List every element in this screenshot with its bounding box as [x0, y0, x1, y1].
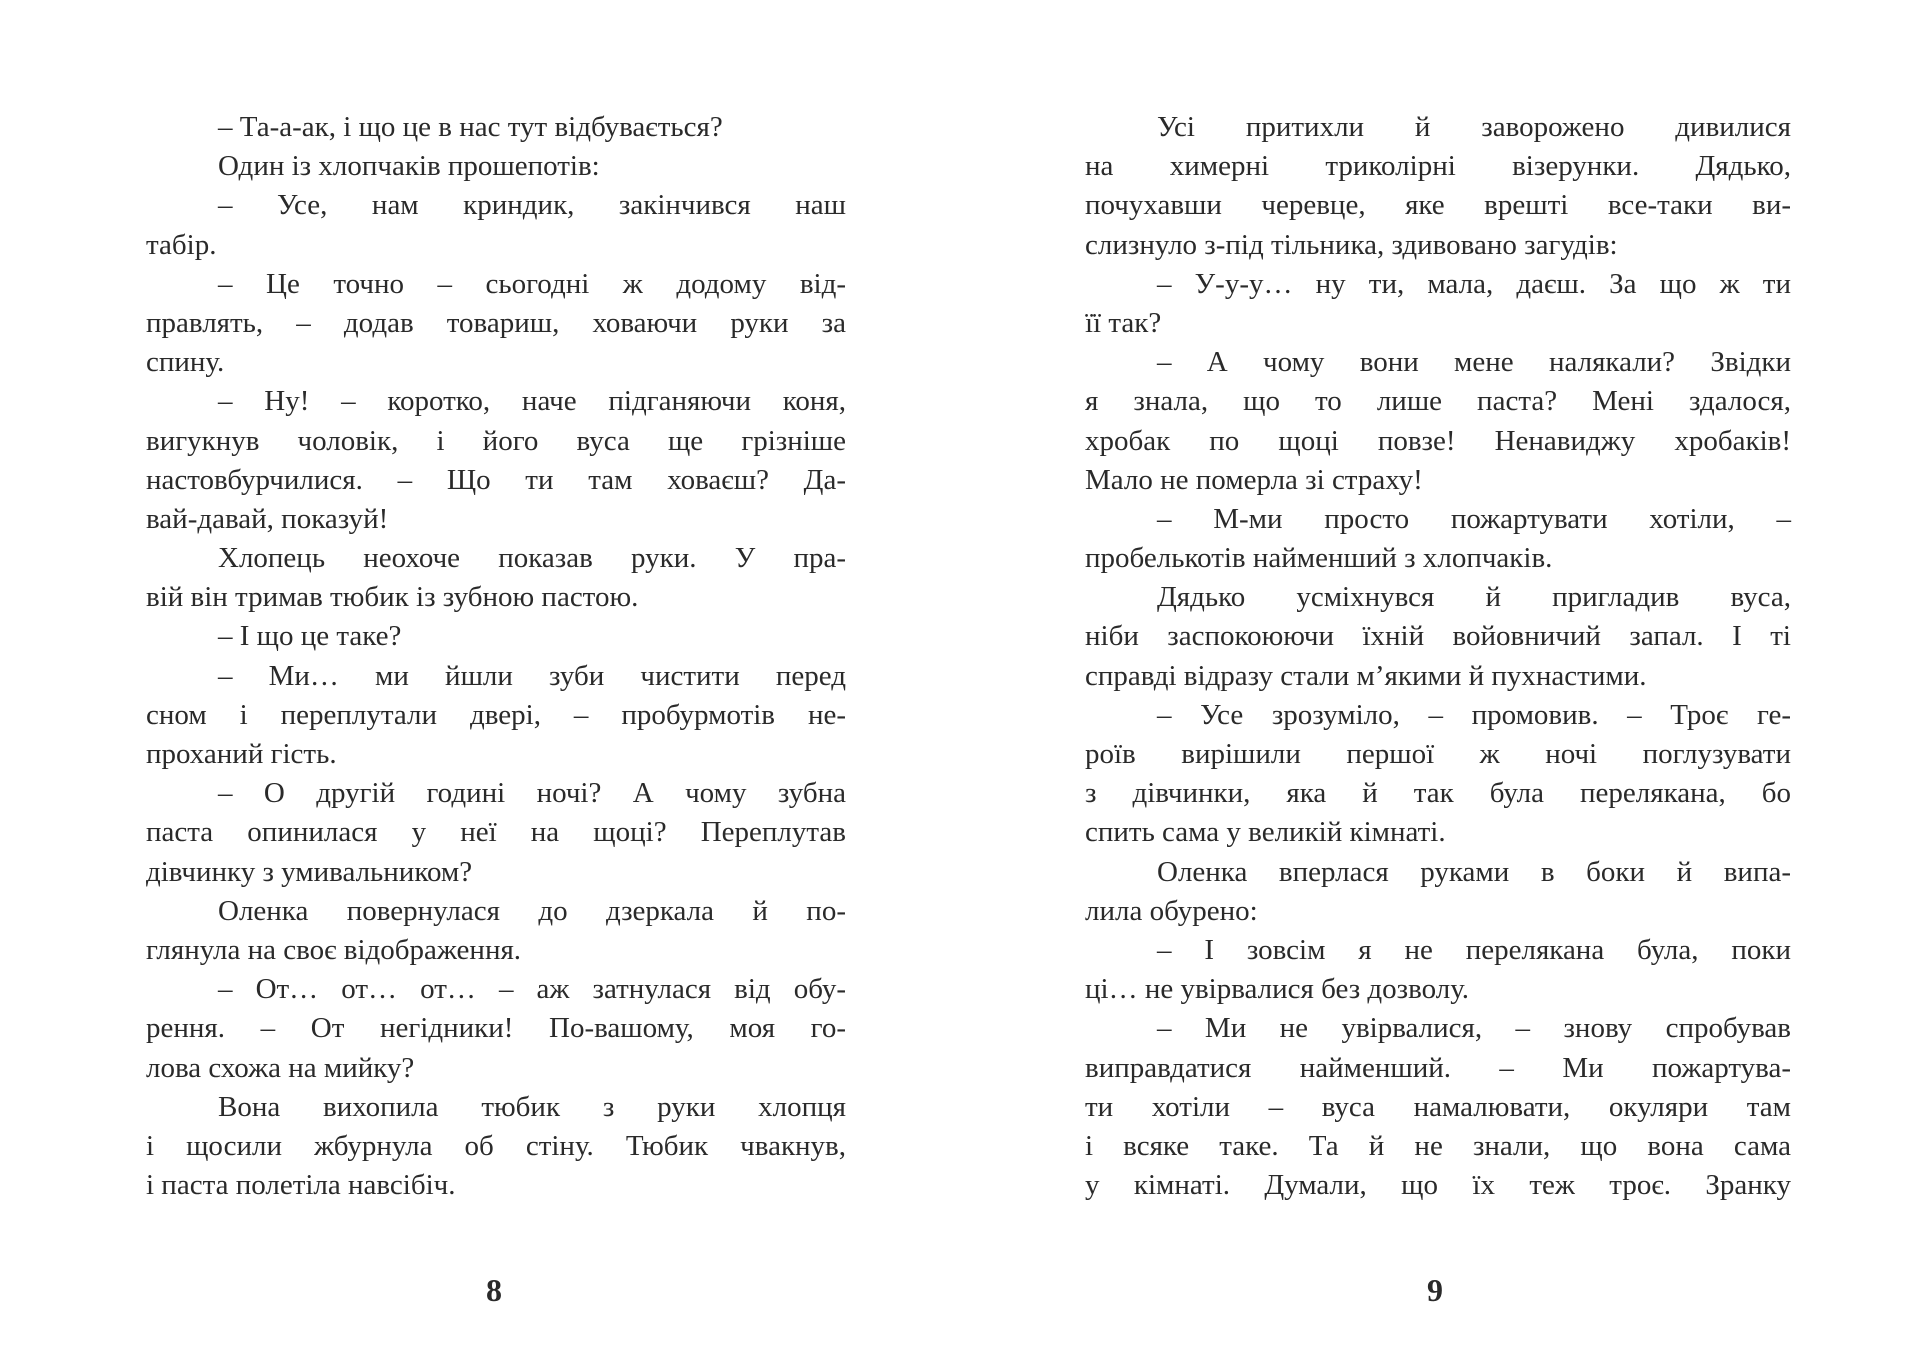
text-line: паста опинилася у неї на щоці? Переплутав: [146, 816, 846, 849]
text-line: сном і переплутали двері, – пробурмотів не-: [146, 698, 846, 731]
text-line: ти хотіли – вуса намалювати, окуляри там: [1085, 1090, 1791, 1123]
left-page-text: [146, 108, 846, 1205]
text-line: ці… не увірвалися без дозволу.: [1085, 973, 1470, 1006]
text-line: – І зовсім я не перелякана була, поки: [1157, 933, 1791, 966]
text-line: Оленка вперлася руками в боки й випа-: [1157, 855, 1791, 888]
text-line: почухавши черевце, яке врешті все-таки ви-: [1085, 189, 1791, 222]
text-line: її так?: [1085, 306, 1162, 339]
text-line: Один із хлопчаків прошепотів:: [218, 150, 600, 183]
text-line: спить сама у великій кімнаті.: [1085, 816, 1446, 849]
text-line: Оленка повернулася до дзеркала й по-: [218, 894, 846, 927]
text-line: – М-ми просто пожартувати хотіли, –: [1157, 502, 1791, 535]
text-line: і паста полетіла навсібіч.: [146, 1169, 456, 1202]
text-line: вай-давай, показуй!: [146, 502, 389, 535]
text-line: табір.: [146, 228, 217, 261]
page-number-right: 9: [1427, 1272, 1443, 1308]
text-line: – О другій годині ночі? А чому зубна: [218, 777, 846, 810]
text-line: виправдатися найменший. – Ми пожартува-: [1085, 1051, 1791, 1084]
text-line: – От… от… от… – аж затнулася від обу-: [218, 973, 846, 1006]
text-line: і всяке таке. Та й не знали, що вона сама: [1085, 1129, 1791, 1162]
text-line: – І що це таке?: [218, 620, 402, 653]
text-line: і щосили жбурнула об стіну. Тюбик чвакнув,: [146, 1129, 846, 1162]
text-line: – Ми… ми йшли зуби чистити перед: [218, 659, 846, 692]
text-line: з дівчинки, яка й так була перелякана, бо: [1085, 777, 1791, 810]
text-line: у кімнаті. Думали, що їх теж троє. Зранку: [1085, 1169, 1791, 1202]
text-line: – У-у-у… ну ти, мала, даєш. За що ж ти: [1157, 267, 1791, 300]
text-line: дівчинку з умивальником?: [146, 855, 473, 888]
right-page-text: [1085, 108, 1791, 1205]
text-line: хробак по щоці повзе! Ненавиджу хробаків!: [1085, 424, 1791, 457]
text-line: вій він тримав тюбик із зубною пастою.: [146, 581, 639, 614]
text-line: – А чому вони мене налякали? Звідки: [1157, 346, 1791, 379]
text-line: Хлопець неохоче показав руки. У пра-: [218, 542, 846, 575]
text-line: правлять, – додав товариш, ховаючи руки за: [146, 306, 846, 339]
text-line: я знала, що то лише паста? Мені здалося,: [1085, 385, 1791, 418]
text-line: – Це точно – сьогодні ж додому від-: [218, 267, 846, 300]
text-line: лова схожа на мийку?: [146, 1051, 415, 1084]
text-line: – Та-а-ак, і що це в нас тут відбувається?: [218, 111, 723, 143]
text-line: – Ну! – коротко, наче підганяючи коня,: [218, 385, 846, 418]
text-line: – Ми не увірвалися, – знову спробував: [1157, 1012, 1791, 1045]
text-line: спину.: [146, 346, 225, 379]
text-line: лила обурено:: [1085, 894, 1258, 927]
text-line: – Усе зрозуміло, – промовив. – Троє ге-: [1157, 698, 1791, 731]
text-line: – Усе, нам криндик, закінчився наш: [218, 189, 846, 222]
text-line: Мало не померла зі страху!: [1085, 463, 1423, 496]
text-line: вигукнув чоловік, і його вуса ще грізніше: [146, 424, 846, 457]
text-line: роїв вирішили першої ж ночі поглузувати: [1085, 738, 1791, 770]
page-number-left: 8: [486, 1272, 502, 1308]
text-line: глянула на своє відображення.: [146, 933, 522, 966]
text-line: справді відразу стали м’якими й пухнастими.: [1085, 659, 1647, 692]
text-line: Вона вихопила тюбик з руки хлопця: [218, 1090, 846, 1123]
text-line: Дядько усміхнувся й пригладив вуса,: [1157, 581, 1791, 614]
text-line: слизнуло з-під тільника, здивовано загудів:: [1085, 228, 1618, 261]
text-line: рення. – От негідники! По-вашому, моя го-: [146, 1012, 846, 1045]
text-line: настовбурчилися. – Що ти там ховаєш? Да-: [146, 463, 846, 496]
text-line: проханий гість.: [146, 738, 337, 770]
text-line: на химерні триколірні візерунки. Дядько,: [1085, 150, 1791, 183]
text-line: Усі притихли й заворожено дивилися: [1157, 111, 1791, 143]
text-line: пробелькотів найменший з хлопчаків.: [1085, 542, 1553, 575]
text-line: ніби заспокоюючи їхній войовничий запал. І ті: [1085, 620, 1791, 653]
